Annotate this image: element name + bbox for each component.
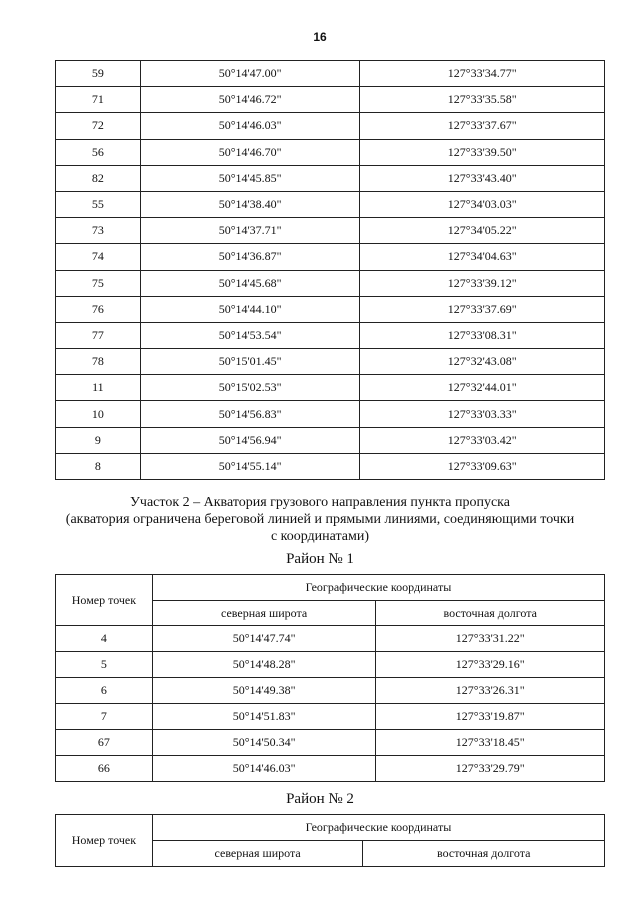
latitude-cell: 50°14'56.83" <box>140 401 360 427</box>
latitude-cell: 50°15'01.45" <box>140 349 360 375</box>
table-row <box>56 427 605 453</box>
point-number-cell: 78 <box>56 349 141 375</box>
header-north-latitude: северная широта <box>152 841 363 867</box>
point-number-cell: 8 <box>56 453 141 479</box>
latitude-cell: 50°14'46.72" <box>140 87 360 113</box>
point-number-cell: 59 <box>56 61 141 87</box>
district-2-coordinates-table <box>55 814 605 867</box>
point-number-cell: 74 <box>56 244 141 270</box>
longitude-cell: 127°33'03.33" <box>360 401 605 427</box>
point-number-cell: 6 <box>56 678 153 704</box>
longitude-cell: 127°33'39.12" <box>360 270 605 296</box>
district-1-title: Район № 1 <box>286 551 354 567</box>
longitude-cell: 127°33'35.58" <box>360 87 605 113</box>
table-row <box>56 453 605 479</box>
point-number-cell: 76 <box>56 296 141 322</box>
longitude-cell: 127°33'08.31" <box>360 322 605 348</box>
section-heading-line1: Участок 2 – Акватория грузового направления пункта пропуска <box>130 495 510 510</box>
point-number-cell: 72 <box>56 113 141 139</box>
table-row <box>56 244 605 270</box>
latitude-cell: 50°14'46.70" <box>140 139 360 165</box>
longitude-cell: 127°33'03.42" <box>360 427 605 453</box>
table-row <box>56 61 605 87</box>
point-number-cell: 55 <box>56 191 141 217</box>
latitude-cell: 50°14'36.87" <box>140 244 360 270</box>
section-heading <box>30 494 610 545</box>
point-number-cell: 5 <box>56 652 153 678</box>
longitude-cell: 127°32'43.08" <box>360 349 605 375</box>
district-1-coordinates-table <box>55 574 605 782</box>
coordinates-table-continued <box>55 60 605 480</box>
table-row <box>56 87 605 113</box>
point-number-cell: 66 <box>56 756 153 782</box>
longitude-cell: 127°34'03.03" <box>360 191 605 217</box>
longitude-cell: 127°32'44.01" <box>360 375 605 401</box>
table-row <box>56 704 605 730</box>
latitude-cell: 50°14'55.14" <box>140 453 360 479</box>
point-number-cell: 82 <box>56 165 141 191</box>
latitude-cell: 50°14'46.03" <box>140 113 360 139</box>
longitude-cell: 127°33'39.50" <box>360 139 605 165</box>
table-row <box>56 401 605 427</box>
point-number-cell: 77 <box>56 322 141 348</box>
table-row <box>56 113 605 139</box>
header-geo-coordinates: Географические координаты <box>152 815 604 841</box>
latitude-cell: 50°14'51.83" <box>152 704 376 730</box>
latitude-cell: 50°14'49.38" <box>152 678 376 704</box>
point-number-cell: 67 <box>56 730 153 756</box>
latitude-cell: 50°14'48.28" <box>152 652 376 678</box>
point-number-cell: 9 <box>56 427 141 453</box>
header-east-longitude: восточная долгота <box>376 601 605 626</box>
section-heading-line3: с координатами) <box>270 529 370 544</box>
table-row <box>56 322 605 348</box>
latitude-cell: 50°14'50.34" <box>152 730 376 756</box>
point-number-cell: 4 <box>56 626 153 652</box>
section-heading-line2: (акватория ограничена береговой линией и прямыми линиями, соединяющими точки <box>65 512 575 527</box>
latitude-cell: 50°14'53.54" <box>140 322 360 348</box>
latitude-cell: 50°14'45.85" <box>140 165 360 191</box>
header-geo-coordinates: Географические координаты <box>152 575 604 601</box>
longitude-cell: 127°33'09.63" <box>360 453 605 479</box>
longitude-cell: 127°33'34.77" <box>360 61 605 87</box>
header-east-longitude: восточная долгота <box>363 841 605 867</box>
table-row <box>56 730 605 756</box>
header-north-latitude: северная широта <box>152 601 376 626</box>
table-row <box>56 191 605 217</box>
latitude-cell: 50°14'47.00" <box>140 61 360 87</box>
header-point-number: Номер точек <box>56 575 153 626</box>
point-number-cell: 71 <box>56 87 141 113</box>
longitude-cell: 127°33'37.67" <box>360 113 605 139</box>
longitude-cell: 127°33'18.45" <box>376 730 605 756</box>
header-point-number: Номер точек <box>56 815 153 867</box>
table-row <box>56 218 605 244</box>
longitude-cell: 127°34'05.22" <box>360 218 605 244</box>
table-row <box>56 139 605 165</box>
latitude-cell: 50°14'37.71" <box>140 218 360 244</box>
point-number-cell: 75 <box>56 270 141 296</box>
longitude-cell: 127°33'29.79" <box>376 756 605 782</box>
point-number-cell: 56 <box>56 139 141 165</box>
latitude-cell: 50°14'45.68" <box>140 270 360 296</box>
page-number: 16 <box>313 30 327 44</box>
longitude-cell: 127°33'19.87" <box>376 704 605 730</box>
latitude-cell: 50°14'56.94" <box>140 427 360 453</box>
latitude-cell: 50°15'02.53" <box>140 375 360 401</box>
table-row <box>56 678 605 704</box>
table-row <box>56 626 605 652</box>
longitude-cell: 127°33'31.22" <box>376 626 605 652</box>
latitude-cell: 50°14'44.10" <box>140 296 360 322</box>
table-row <box>56 270 605 296</box>
table-row <box>56 349 605 375</box>
latitude-cell: 50°14'46.03" <box>152 756 376 782</box>
point-number-cell: 7 <box>56 704 153 730</box>
point-number-cell: 11 <box>56 375 141 401</box>
table-row <box>56 652 605 678</box>
point-number-cell: 73 <box>56 218 141 244</box>
table-row <box>56 296 605 322</box>
point-number-cell: 10 <box>56 401 141 427</box>
latitude-cell: 50°14'38.40" <box>140 191 360 217</box>
district-2-title: Район № 2 <box>286 791 354 807</box>
table-row <box>56 756 605 782</box>
longitude-cell: 127°33'37.69" <box>360 296 605 322</box>
longitude-cell: 127°33'26.31" <box>376 678 605 704</box>
longitude-cell: 127°34'04.63" <box>360 244 605 270</box>
table-row <box>56 375 605 401</box>
longitude-cell: 127°33'29.16" <box>376 652 605 678</box>
longitude-cell: 127°33'43.40" <box>360 165 605 191</box>
latitude-cell: 50°14'47.74" <box>152 626 376 652</box>
table-row <box>56 165 605 191</box>
